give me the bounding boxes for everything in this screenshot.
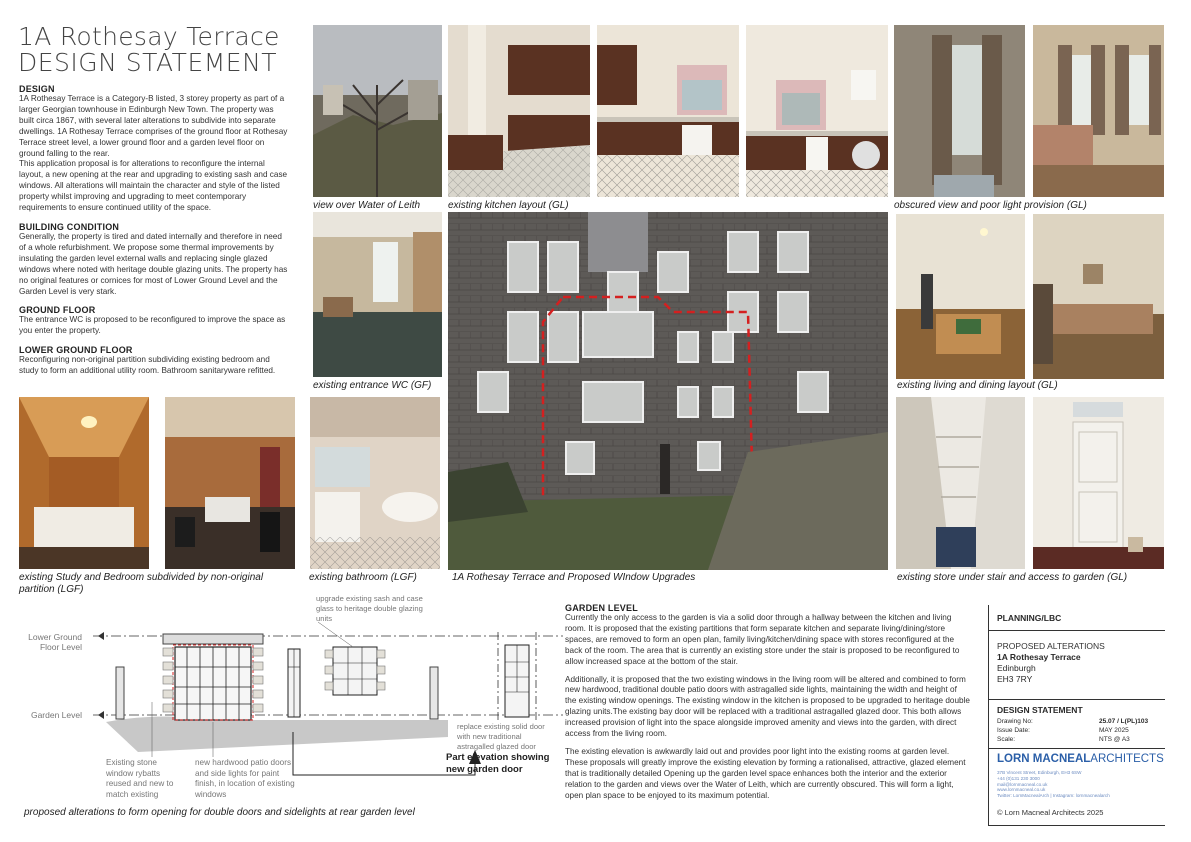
text-column	[19, 84, 289, 377]
garden-level-heading: GARDEN LEVEL	[565, 603, 638, 613]
garden-level-p1: Currently the only access to the garden is via a solid door through a hallway between the kitchen and living room. It is proposed that the existing partitions that form separate kitchen and separate living/dining/store spaces, are removed to form an open plan, family living/kitchen/dining space with stores reconfigured at the back of the room. The area that is currently an existing store under the stair is proposed to be reconfigured to allow increased space at the bottom of the stair.	[565, 613, 960, 666]
note-patio-doors: new hardwood patio doors and side lights for paint finish, in location of existing windows	[195, 758, 295, 799]
caption-study-bedroom: existing Study and Bedroom subdivided by non-original partition (LGF)	[19, 572, 264, 595]
photo-bathroom	[310, 397, 440, 569]
caption-bathroom: existing bathroom (LGF)	[309, 572, 417, 583]
note-stone-rybatts: Existing stone window rybatts reused and new to match existing	[106, 758, 174, 799]
photo-living-1	[896, 214, 1025, 379]
caption-living-dining: existing living and dining layout (GL)	[897, 380, 1058, 391]
building-condition-body: Generally, the property is tired and dated internally and therefore in need of a whole refurbishment. We propose some thermal improvements by insulating the garden level external walls and replacing single glazed windows where noted with heritage double glazing units. The property has no original features or cornices for most of Lower Ground Level and the Garden Level is very stark.	[19, 231, 288, 296]
document-subtitle: DESIGN STATEMENT	[18, 48, 278, 77]
firm-name-bold: LORN MACNEAL	[997, 753, 1091, 765]
scale-label: Scale:	[997, 736, 1016, 743]
caption-kitchen: existing kitchen layout (GL)	[448, 200, 569, 211]
title-block	[988, 605, 1165, 826]
caption-store: existing store under stair and access to garden (GL)	[897, 572, 1128, 583]
proposed-label: PROPOSED ALTERATIONS	[997, 641, 1105, 651]
photo-living-2	[1033, 214, 1164, 379]
address-postcode: EH3 7RY	[997, 674, 1033, 684]
design-body: 1A Rothesay Terrace is a Category-B listed, 3 storey property as part of a larger Georgian townhouse in Edinburgh New Town. The property was built circa 1867, with several later alterations to subdivide into separate dwellings. 1A Rothesay Terrace comprises of the ground floor at Rothesay Terrace street level, a lower ground floor and a garden level floor on ground falling to the rear. This application proposal is for alterations to reconfigure the internal layout, a new opening at the rear and upgrading to existing sash and case windows. All alterations will maintain the character and style of the listed property whilst improving and upgrading to meet contemporary requirements to ensure continued utility of the space.	[19, 94, 288, 213]
photo-obscured-1	[894, 25, 1025, 197]
caption-water-of-leith: view over Water of Leith	[313, 200, 421, 211]
firm-logo	[997, 753, 1164, 765]
drawing-caption: proposed alterations to form opening for double doors and sidelights at rear garden level	[24, 807, 415, 818]
part-elevation-title: Part elevation showing new garden door	[446, 752, 550, 775]
elevation-drawing	[18, 592, 563, 807]
photo-kitchen-3	[746, 25, 888, 197]
photo-study	[165, 397, 295, 569]
caption-obscured: obscured view and poor light provision (GL)	[894, 200, 1087, 211]
drawing-no-label: Drawing No:	[997, 718, 1033, 725]
scale-value: NTS @ A3	[1099, 736, 1130, 743]
document-title: 1A Rothesay Terrace	[18, 22, 280, 51]
photo-entrance-wc	[313, 212, 442, 377]
caption-entrance-wc: existing entrance WC (GF)	[313, 380, 432, 391]
photo-rear-elevation	[448, 212, 888, 570]
lower-ground-heading: LOWER GROUND FLOOR	[19, 345, 133, 356]
garden-level-section	[565, 603, 970, 802]
firm-contact: 37B Vincent Street, Edinburgh, EH3 6SW +44 (0)131 230 3000 mail@lornmacneal.co.uk www.lornmacneal.co.uk Twitter: LornMacnealArch | Instagram: lornmacnealarch	[997, 770, 1110, 799]
level-garden-label: Garden Level	[30, 710, 82, 720]
photo-store-under-stair	[896, 397, 1025, 569]
note-glazed-door: replace existing solid door with new traditional astragalled glazed door	[457, 722, 545, 751]
copyright: © Lorn Macneal Architects 2025	[997, 808, 1104, 817]
caption-rear-elevation: 1A Rothesay Terrace and Proposed WIndow Upgrades	[452, 572, 696, 583]
ground-floor-body: The entrance WC is proposed to be reconfigured to improve the space as you enter the property.	[19, 315, 286, 336]
photo-water-of-leith	[313, 25, 442, 197]
address-line-2: Edinburgh	[997, 663, 1036, 673]
garden-level-p2: Additionally, it is proposed that the two existing windows in the living room will be altered and combined to form new hardwood, traditional double patio doors with astragalled side lights, maintaining the width and height of the existing window openings. The existing window in the kitchen is proposed to be upgraded to heritage double glazing units.The existing bay door will be replaced with a traditional astragalled glazed door. This both allows increased provision of light into the space alongside improved amenity and views into the garden, with direct access from the living room.	[565, 674, 970, 739]
photo-garden-access	[1033, 397, 1164, 569]
photo-obscured-2	[1033, 25, 1164, 197]
photo-bedroom	[19, 397, 149, 569]
design-heading: DESIGN	[19, 84, 55, 94]
planning-status: PLANNING/LBC	[997, 613, 1062, 623]
photo-kitchen-2	[597, 25, 739, 197]
issue-date-label: Issue Date:	[997, 727, 1030, 734]
garden-level-p3: The existing elevation is awkwardly laid out and provides poor light into the existing rooms at garden level. These proposals will greatly improve the existing elevation by forming a rationalised, attractive, glazed element that is traditionally detailed Opening up the garden level space enhances both the interior and the exterior relation to the garden and views over the Water of Leith, which are currently obscured. This will form a light, open plan space to be enjoyed to its maximum potential.	[565, 746, 966, 800]
firm-name-light: ARCHITECTS	[1090, 753, 1164, 765]
ground-floor-heading: GROUND FLOOR	[19, 305, 96, 316]
drawing-title: DESIGN STATEMENT	[997, 705, 1083, 715]
issue-date-value: MAY 2025	[1099, 727, 1129, 734]
level-lower-ground-label: Lower Ground Floor Level	[28, 632, 82, 652]
photo-kitchen-1	[448, 25, 590, 197]
drawing-no-value: 25.07 / L(PL)103	[1099, 718, 1149, 725]
building-condition-heading: BUILDING CONDITION	[19, 221, 120, 232]
address-line-1: 1A Rothesay Terrace	[997, 652, 1081, 662]
note-upgrade-glazing: upgrade existing sash and case glass to heritage double glazing units	[316, 594, 423, 623]
lower-ground-body: Reconfiguring non-original partition subdividing existing bedroom and study to form an additional utility room. Bathroom sanitaryware refitted.	[19, 355, 276, 376]
